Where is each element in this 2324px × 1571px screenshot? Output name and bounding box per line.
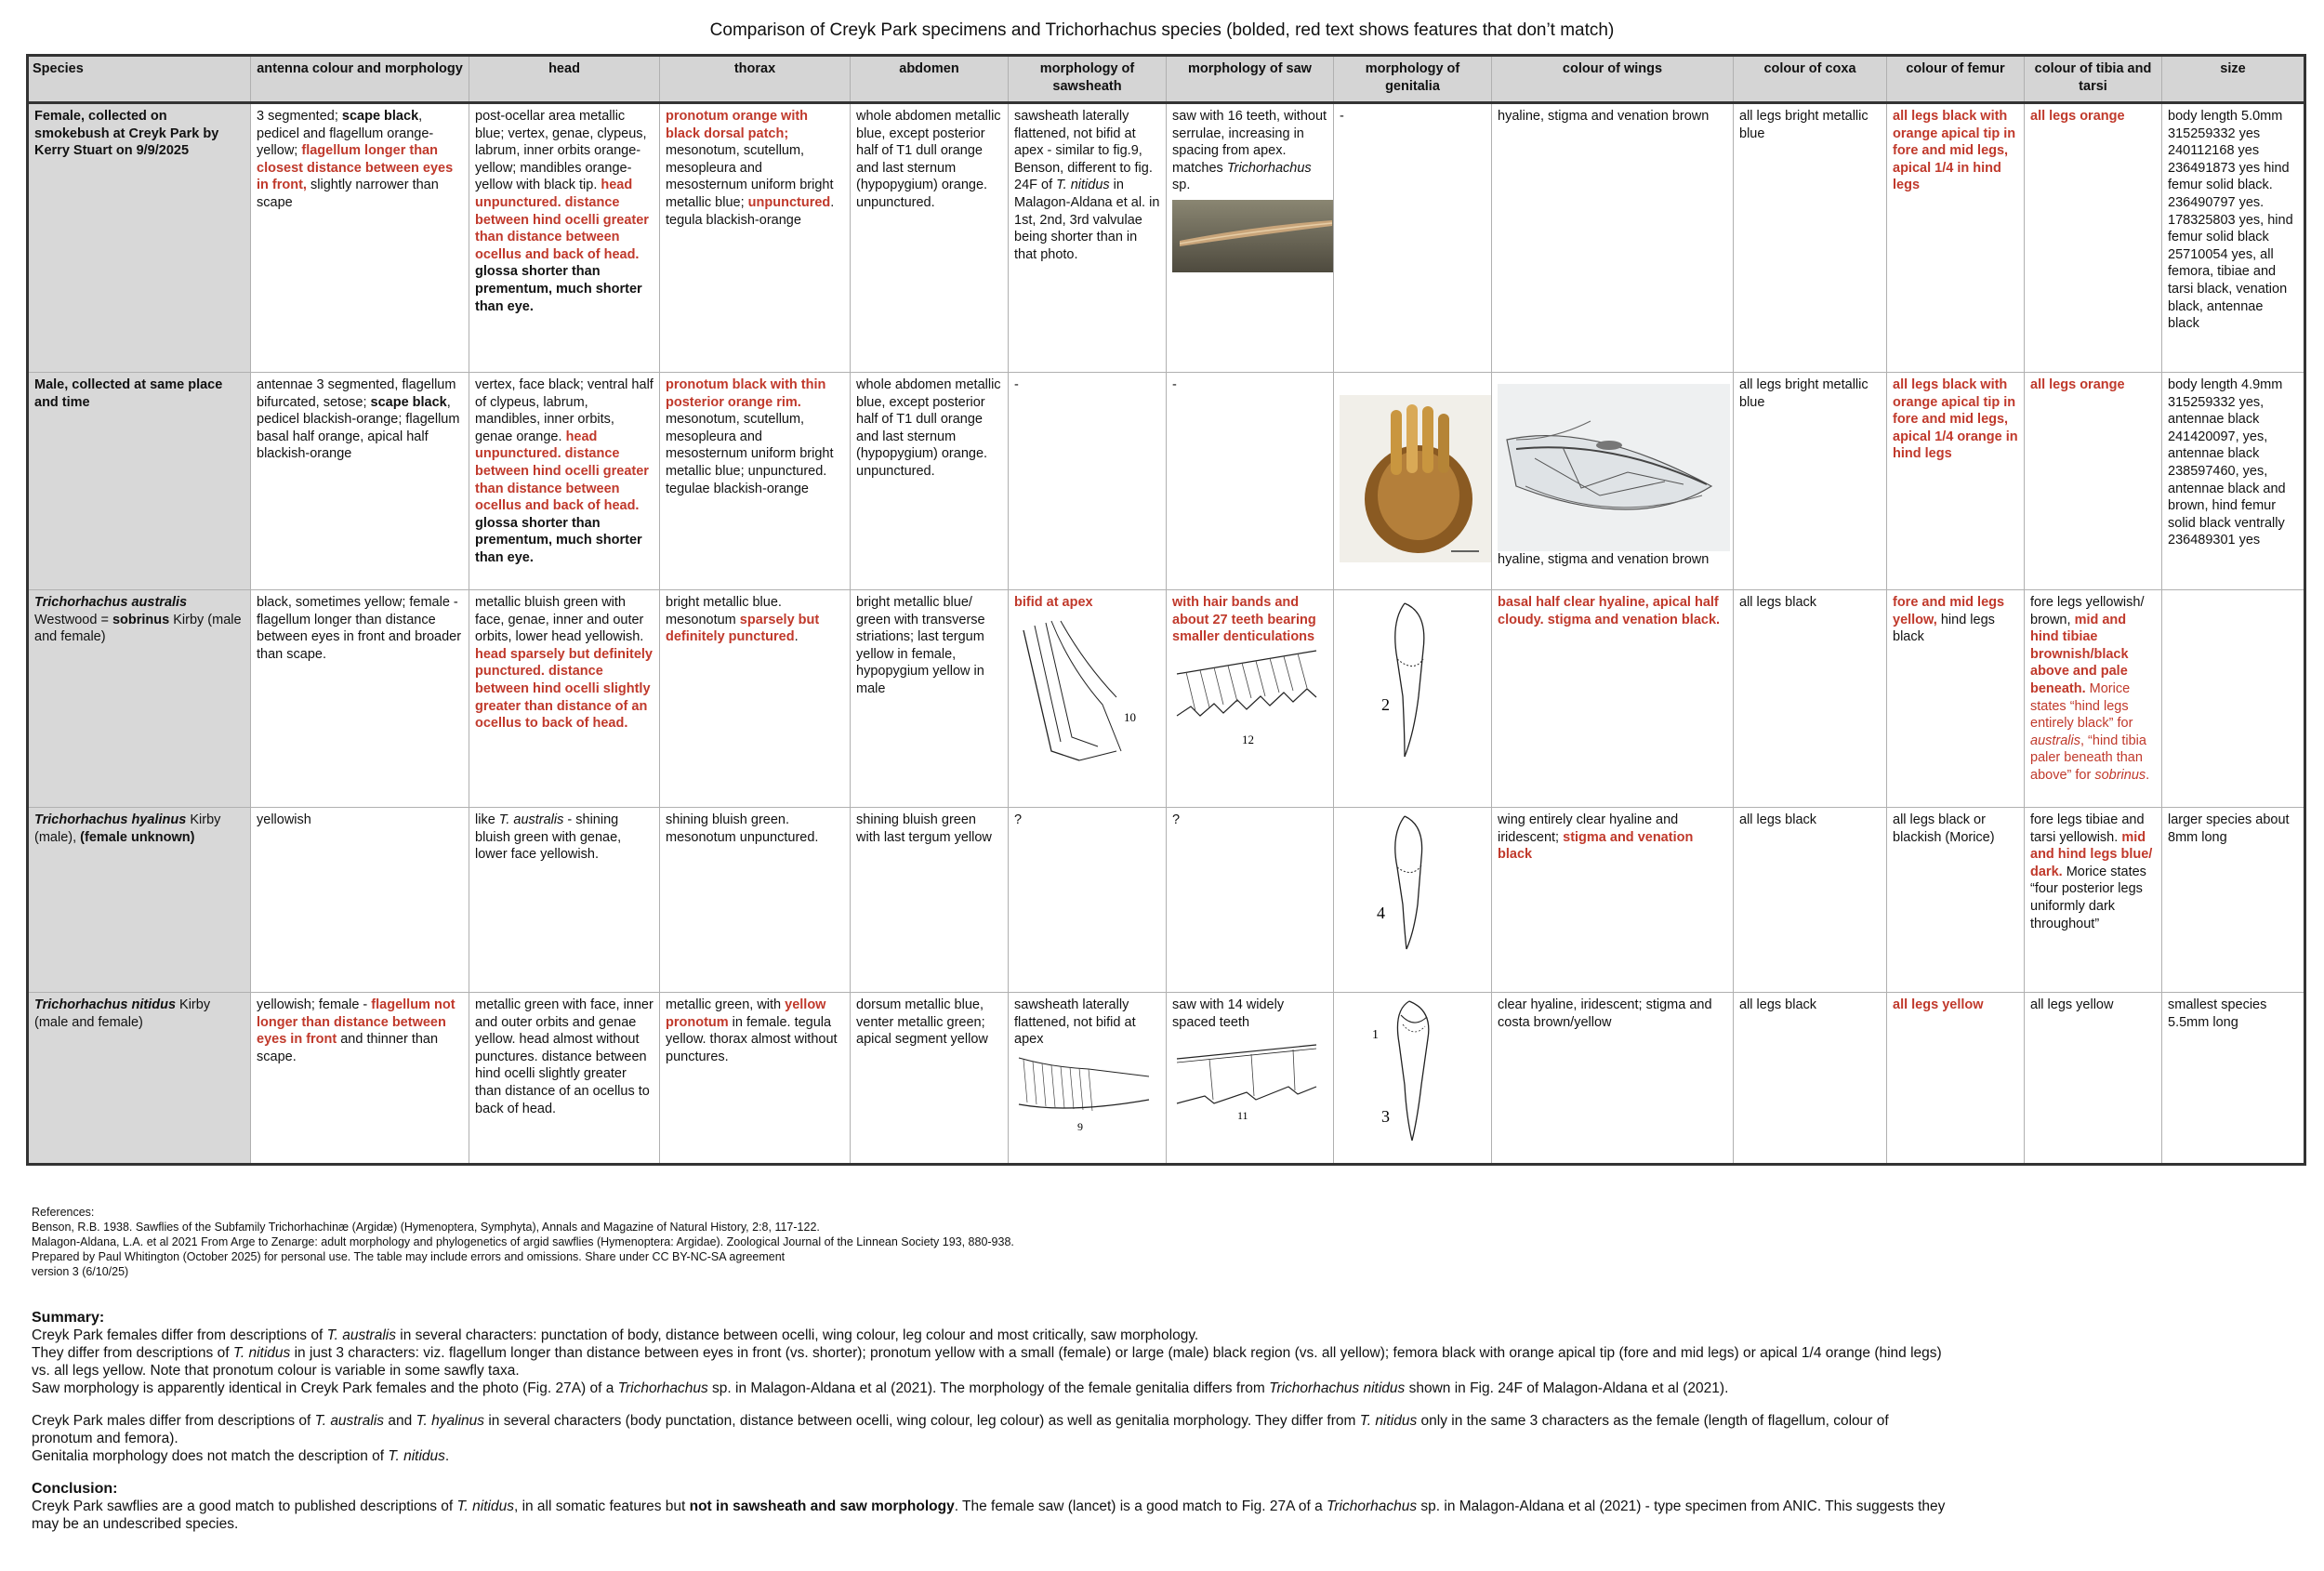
cell-genitalia <box>1334 373 1492 590</box>
cell-genitalia: - <box>1334 103 1492 373</box>
cell-coxa: all legs bright metallic blue <box>1734 373 1887 590</box>
header-tibia: colour of tibia and tarsi <box>2025 56 2162 103</box>
header-row <box>28 56 2305 103</box>
cell-tibia: all legs orange <box>2025 103 2162 373</box>
cell-tibia: all legs yellow <box>2025 993 2162 1165</box>
cell-sawsheath: - <box>1009 373 1167 590</box>
species-hyalinus: Trichorhachus hyalinus Kirby (male), (female unknown) <box>28 808 251 993</box>
cell-thorax: shining bluish green. mesonotum unpunctured. <box>660 808 851 993</box>
conclusion-paragraph: Creyk Park sawflies are a good match to published descriptions of T. nitidus, in all somatic features but not in sawsheath and saw morphology. The female saw (lancet) is a good match to Fig. 27A of a Trichorhachus sp. in Malagon-Aldana et al (2021) - type specimen from ANIC. This suggests they may be an undescribed species. <box>32 1498 1946 1532</box>
header-wings: colour of wings <box>1492 56 1734 103</box>
cell-wings <box>1492 373 1734 590</box>
cell-sawsheath: sawsheath laterally flattened, not bifid at apex 9 <box>1009 993 1167 1165</box>
figure-label: 10 <box>1124 709 1136 724</box>
summary-paragraph: Creyk Park males differ from descriptions of T. australis and T. hyalinus in several characters (body punctation, distance between ocelli, wing colour, leg colour) as well as genitalia morphology. They differ from T. nitidus only in the same 3 characters as the female (length of flagellum, colour of pronotum and femora). <box>32 1413 1889 1446</box>
header-abdomen: abdomen <box>851 56 1009 103</box>
cell-size: smallest species 5.5mm long <box>2162 993 2305 1165</box>
table-row-male <box>28 373 2305 590</box>
header-species: Species <box>28 56 251 103</box>
sawsheath-drawing <box>1014 612 1154 770</box>
header-sawsheath: morphology of sawsheath <box>1009 56 1167 103</box>
cell-abdomen: whole abdomen metallic blue, except posterior half of T1 dull orange and last sternum (hypopygium) orange. unpunctured. <box>851 373 1009 590</box>
cell-femur: all legs black with orange apical tip in fore and mid legs, apical 1/4 in hind legs <box>1887 103 2025 373</box>
cell-genitalia <box>1334 808 1492 993</box>
reference-line: References: <box>32 1206 95 1219</box>
cell-saw: ? <box>1167 808 1334 993</box>
cell-wings: hyaline, stigma and venation brown <box>1492 103 1734 373</box>
cell-femur: all legs black with orange apical tip in fore and mid legs, apical 1/4 orange in hind legs <box>1887 373 2025 590</box>
cell-size: body length 5.0mm 315259332 yes 240112168 yes 236491873 yes hind femur solid black. 236490797 yes. 178325803 yes, hind femur solid black 25710054 yes, all femora, tibiae and tarsi black, venation black, antennae black <box>2162 103 2305 373</box>
header-coxa: colour of coxa <box>1734 56 1887 103</box>
cell-tibia: fore legs yellowish/ brown, mid and hind tibiae brownish/black above and pale beneath. Morice states “hind legs entirely black” for australis, “hind tibia paler beneath than above” for sobrinus. <box>2025 590 2162 808</box>
cell-head: vertex, face black; ventral half of clypeus, labrum, mandibles, inner orbits, genae orange. head unpunctured. distance between hind ocelli greater than distance between ocellus and back of head. glossa shorter than prementum, much shorter than eye. <box>469 373 660 590</box>
summary-paragraph: Creyk Park females differ from descriptions of T. australis in several characters: punctation of body, distance between ocelli, wing colour, leg colour and most critically, saw morphology. <box>32 1327 1199 1343</box>
genitalia-drawing <box>1340 594 1470 761</box>
cell-tibia: fore legs tibiae and tarsi yellowish. mid and hind legs blue/ dark. Morice states “four posterior legs uniformly dark throughout” <box>2025 808 2162 993</box>
page-title: Comparison of Creyk Park specimens and Trichorhachus species (bolded, red text shows features that don’t match) <box>709 20 1615 40</box>
reference-line: Benson, R.B. 1938. Sawflies of the Subfamily Trichorhachinæ (Argidæ) (Hymenoptera, Symphyta), Annals and Magazine of Natural History, 2:8, 117-122. <box>32 1221 820 1234</box>
cell-antenna: black, sometimes yellow; female - flagellum longer than distance between eyes in front and broader than scape. <box>251 590 469 808</box>
summary-heading: Summary: <box>32 1310 105 1326</box>
summary-paragraph: They differ from descriptions of T. nitidus in just 3 characters: viz. flagellum longer than distance between eyes in front (vs. shorter); pronotum yellow with a small (female) or large (male) black region (vs. all yellow); femora black with orange apical tip (fore and mid legs) or apical 1/4 orange (hind legs) vs. all legs yellow. Note that pronotum colour is variable in some sawfly taxa. <box>32 1345 1942 1379</box>
cell-size <box>2162 590 2305 808</box>
cell-genitalia <box>1334 993 1492 1165</box>
cell-sawsheath: ? <box>1009 808 1167 993</box>
figure-label: 9 <box>1077 1119 1083 1133</box>
cell-abdomen: dorsum metallic blue, venter metallic green; apical segment yellow <box>851 993 1009 1165</box>
species-australis: Trichorhachus australis Westwood = sobrinus Kirby (male and female) <box>28 590 251 808</box>
cell-antenna: antennae 3 segmented, flagellum bifurcated, setose; scape black, pedicel blackish-orange; flagellum basal half orange, apical half blackish-orange <box>251 373 469 590</box>
header-femur: colour of femur <box>1887 56 2025 103</box>
genitalia-drawing <box>1340 997 1470 1145</box>
cell-abdomen: shining bluish green with last tergum yellow <box>851 808 1009 993</box>
conclusion-heading: Conclusion: <box>32 1481 118 1497</box>
figure-label: 3 <box>1381 1107 1390 1126</box>
cell-femur: all legs yellow <box>1887 993 2025 1165</box>
cell-abdomen: whole abdomen metallic blue, except posterior half of T1 dull orange and last sternum (hypopygium) orange. unpunctured. <box>851 103 1009 373</box>
genitalia-photo <box>1340 395 1492 562</box>
figure-label: 2 <box>1381 695 1390 714</box>
figure-label: 4 <box>1377 904 1385 922</box>
cell-sawsheath: sawsheath laterally flattened, not bifid at apex - similar to fig.9, Benson, different to fig. 24F of T. nitidus in Malagon-Aldana et al. in 1st, 2nd, 3rd valvulae being shorter than in that photo. <box>1009 103 1167 373</box>
comparison-table <box>26 54 2306 1166</box>
cell-femur: fore and mid legs yellow, hind legs black <box>1887 590 2025 808</box>
figure-label: 1 <box>1372 1028 1379 1042</box>
genitalia-drawing <box>1340 812 1470 951</box>
cell-thorax: pronotum orange with black dorsal patch; mesonotum, scutellum, mesopleura and mesosternum uniform bright metallic blue; unpunctured. tegula blackish-orange <box>660 103 851 373</box>
figure-label: 12 <box>1242 732 1254 746</box>
cell-wings: basal half clear hyaline, apical half cloudy. stigma and venation black. <box>1492 590 1734 808</box>
species-male: Male, collected at same place and time <box>28 373 251 590</box>
cell-antenna: yellowish; female - flagellum not longer than distance between eyes in front and thinner than scape. <box>251 993 469 1165</box>
cell-head: like T. australis - shining bluish green with genae, lower face yellowish. <box>469 808 660 993</box>
cell-sawsheath: bifid at apex 10 <box>1009 590 1167 808</box>
cell-wings: wing entirely clear hyaline and iridescent; stigma and venation black <box>1492 808 1734 993</box>
cell-thorax: pronotum black with thin posterior orange rim. mesonotum, scutellum, mesopleura and mesosternum uniform bright metallic blue; unpunctured. tegulae blackish-orange <box>660 373 851 590</box>
cell-saw: saw with 14 widely spaced teeth 11 <box>1167 993 1334 1165</box>
cell-coxa: all legs black <box>1734 808 1887 993</box>
cell-tibia: all legs orange <box>2025 373 2162 590</box>
header-thorax: thorax <box>660 56 851 103</box>
species-female: Female, collected on smokebush at Creyk Park by Kerry Stuart on 9/9/2025 <box>28 103 251 373</box>
header-antenna: antenna colour and morphology <box>251 56 469 103</box>
cell-coxa: all legs black <box>1734 590 1887 808</box>
cell-femur: all legs black or blackish (Morice) <box>1887 808 2025 993</box>
cell-size: body length 4.9mm 315259332 yes, antennae black 241420097, yes, antennae black 238597460, yes, antennae black and brown, hind femur solid black ventrally 236489301 yes <box>2162 373 2305 590</box>
saw-photo <box>1172 200 1334 272</box>
table-row-hyalinus <box>28 808 2305 993</box>
cell-head: metallic green with face, inner and outer orbits and genae yellow. head almost without punctures. distance between hind ocelli slightly greater than distance of an ocellus to back of head. <box>469 993 660 1165</box>
header-saw: morphology of saw <box>1167 56 1334 103</box>
sawsheath-drawing <box>1014 1049 1154 1137</box>
reference-line: version 3 (6/10/25) <box>32 1265 129 1278</box>
cell-antenna: yellowish <box>251 808 469 993</box>
cell-thorax: metallic green, with yellow pronotum in female. tegula yellow. thorax almost without punctures. <box>660 993 851 1165</box>
cell-head: metallic bluish green with face, genae, inner and outer orbits, lower head yellowish. head sparsely but definitely punctured. distance between hind ocelli slightly greater than distance of an ocellus to back of head. <box>469 590 660 808</box>
cell-genitalia <box>1334 590 1492 808</box>
reference-line: Prepared by Paul Whitington (October 2025) for personal use. The table may include errors and omissions. Share under CC BY-NC-SA agreement <box>32 1250 786 1263</box>
cell-wings: clear hyaline, iridescent; stigma and costa brown/yellow <box>1492 993 1734 1165</box>
header-head: head <box>469 56 660 103</box>
wing-photo <box>1498 384 1730 551</box>
reference-line: Malagon-Aldana, L.A. et al 2021 From Arge to Zenarge: adult morphology and phylogenetics of argid sawflies (Hymenoptera: Argidae). Zoological Journal of the Linnean Society 193, 880-938. <box>32 1235 1014 1248</box>
summary-paragraph: Saw morphology is apparently identical in Creyk Park females and the photo (Fig. 27A) of a Trichorhachus sp. in Malagon-Aldana et al (2021). The morphology of the female genitalia differs from Trichorhachus nitidus shown in Fig. 24F of Malagon-Aldana et al (2021). <box>32 1380 1729 1396</box>
cell-saw: - <box>1167 373 1334 590</box>
cell-antenna: 3 segmented; scape black, pedicel and flagellum orange-yellow; flagellum longer than closest distance between eyes in front, slightly narrower than scape <box>251 103 469 373</box>
table-row-female <box>28 103 2305 373</box>
table-row-nitidus <box>28 993 2305 1165</box>
summary-paragraph: Genitalia morphology does not match the description of T. nitidus. <box>32 1448 450 1464</box>
cell-head: post-ocellar area metallic blue; vertex, genae, clypeus, labrum, inner orbits orange-yellow; mandibles orange-yellow with black tip. head unpunctured. distance between hind ocelli greater than distance between ocellus and back of head. glossa shorter than prementum, much shorter than eye. <box>469 103 660 373</box>
cell-saw: saw with 16 teeth, without serrulae, increasing in spacing from apex. matches Trichorhachus sp. <box>1167 103 1334 373</box>
cell-coxa: all legs black <box>1734 993 1887 1165</box>
cell-thorax: bright metallic blue. mesonotum sparsely but definitely punctured. <box>660 590 851 808</box>
wings-caption: hyaline, stigma and venation brown <box>1498 552 1710 567</box>
header-size: size <box>2162 56 2305 103</box>
figure-label: 11 <box>1237 1109 1248 1123</box>
saw-drawing <box>1172 1031 1321 1124</box>
species-nitidus: Trichorhachus nitidus Kirby (male and female) <box>28 993 251 1165</box>
cell-abdomen: bright metallic blue/ green with transverse striations; last tergum yellow in female, hypopygium yellow in male <box>851 590 1009 808</box>
references <box>32 1205 1014 1279</box>
cell-saw: with hair bands and about 27 teeth bearing smaller denticulations 12 <box>1167 590 1334 808</box>
table-row-australis <box>28 590 2305 808</box>
saw-drawing <box>1172 646 1321 758</box>
cell-coxa: all legs bright metallic blue <box>1734 103 1887 373</box>
summary-section <box>32 1309 1947 1533</box>
header-genitalia: morphology of genitalia <box>1334 56 1492 103</box>
cell-size: larger species about 8mm long <box>2162 808 2305 993</box>
